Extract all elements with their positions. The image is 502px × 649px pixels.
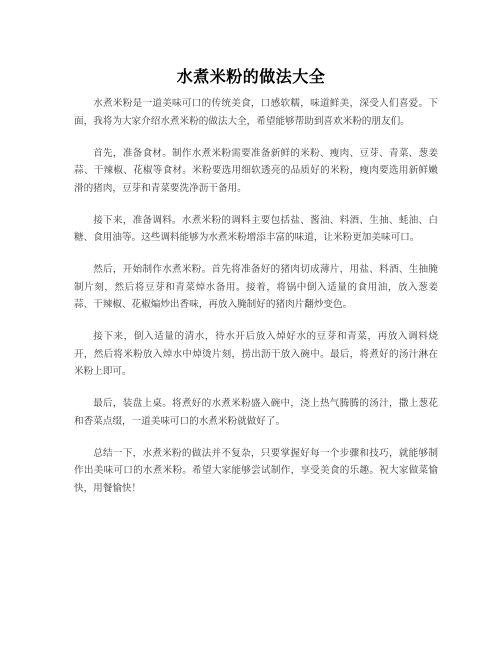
document-title: 水煮米粉的做法大全 [176,67,326,86]
paragraph-cooking-step-2: 接下来，倒入适量的清水，待水开后放入焯好水的豆芽和青菜，再放入调料烧开，然后将米粉放入焯水中焯烫片刻，捞出沥干放入碗中。最后，将煮好的汤汁淋在米粉上即可。 [74,331,438,377]
paragraph-ingredients: 首先，准备食材。制作水煮米粉需要准备新鲜的米粉、瘦肉、豆芽、青菜、葱姜蒜、干辣椒、花椒等食材。米粉要选用细软透亮的品质好的米粉，瘦肉要选用新鲜嫩滑的猪肉，豆芽和青菜要洗净沥干备用。 [74,147,438,194]
paragraph-serving: 最后，装盘上桌。将煮好的水煮米粉盛入碗中，浇上热气腾腾的汤汁，撒上葱花和香菜点缀，一道美味可口的水煮米粉就做好了。 [74,398,438,427]
paragraph-seasonings: 接下来，准备调料。水煮米粉的调料主要包括盐、酱油、料酒、生抽、蚝油、白糖、食用油等。这些调料能够为水煮米粉增添丰富的味道，让米粉更加美味可口。 [74,214,438,243]
document-body [74,95,438,512]
paragraph-intro: 水煮米粉是一道美味可口的传统美食，口感软糯，味道鲜美，深受人们喜爱。下面，我将为大家介绍水煮米粉的做法大全，希望能够帮助到喜欢米粉的朋友们。 [74,98,438,127]
paragraph-summary: 总结一下，水煮米粉的做法并不复杂，只要掌握好每一个步骤和技巧，就能够制作出美味可口的水煮米粉。希望大家能够尝试制作，享受美食的乐趣。祝大家做菜愉快，用餐愉快！ [74,447,438,494]
paragraph-cooking-step-1: 然后，开始制作水煮米粉。首先将准备好的猪肉切成薄片，用盐、料酒、生抽腌制片刻，然后将豆芽和青菜焯水备用。接着，将锅中倒入适量的食用油，放入葱姜蒜、干辣椒、花椒煸炒出香味，再放入腌制好的猪肉片翻炒变色。 [74,264,438,310]
